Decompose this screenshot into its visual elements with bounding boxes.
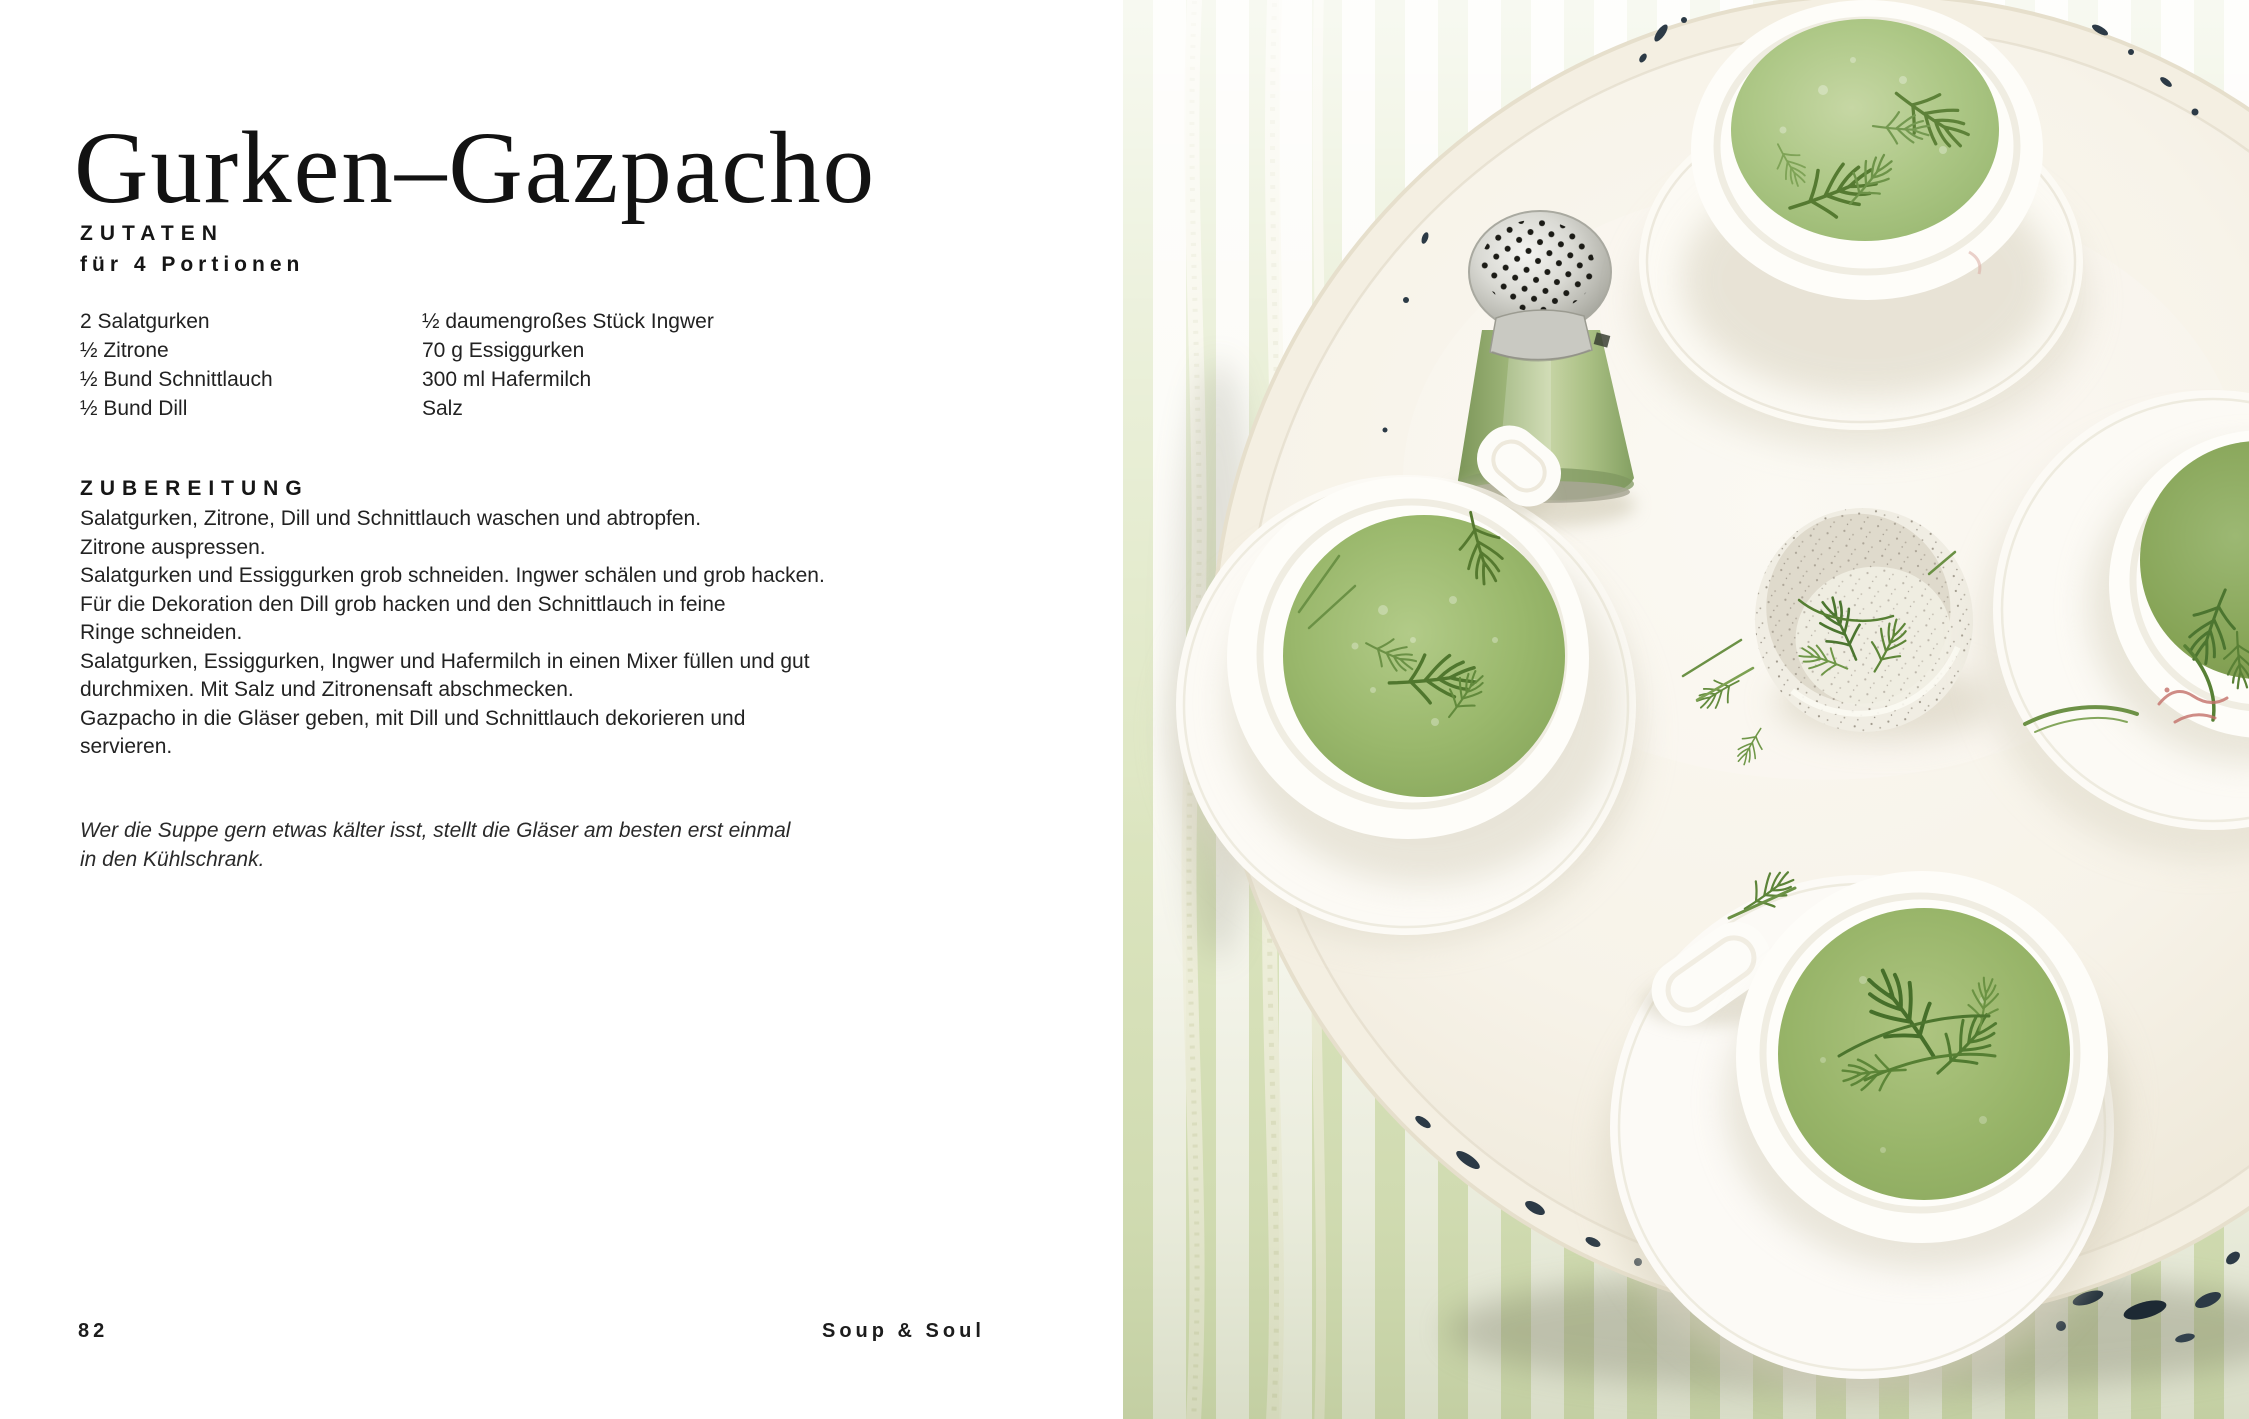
ingredient-item: 2 Salatgurken	[80, 310, 210, 333]
ingredient-item: ½ daumengroßes Stück Ingwer	[422, 310, 714, 333]
preparation-line: Gazpacho in die Gläser geben, mit Dill und Schnittlauch dekorieren und	[80, 706, 746, 730]
preparation-line: Für die Dekoration den Dill grob hacken und den Schnittlauch in feine	[80, 592, 726, 616]
gazpacho-photo-illustration	[1123, 0, 2249, 1419]
preparation-line: Salatgurken, Essiggurken, Ingwer und Hafermilch in einen Mixer füllen und gut	[80, 649, 810, 673]
ingredients-column-2	[422, 307, 714, 423]
soup-surface	[1778, 908, 2070, 1200]
ingredient-item: ½ Zitrone	[80, 339, 169, 362]
ingredients-heading: ZUTATEN	[80, 222, 224, 245]
note-line: in den Kühlschrank.	[80, 848, 265, 871]
ingredient-item: 70 g Essiggurken	[422, 339, 585, 362]
preparation-text	[80, 505, 825, 762]
preparation-line: servieren.	[80, 735, 173, 758]
preparation-line: durchmixen. Mit Salz und Zitronensaft abschmecken.	[80, 678, 574, 701]
preparation-line: Ringe schneiden.	[80, 621, 243, 644]
ingredient-item: Salz	[422, 397, 463, 420]
ingredient-item: ½ Bund Schnittlauch	[80, 368, 273, 391]
preparation-line: Zitrone auspressen.	[80, 535, 266, 559]
serving-tip-note	[80, 816, 790, 874]
recipe-page	[0, 0, 1123, 1419]
page-number: 82	[78, 1320, 109, 1342]
ingredients-column-1	[80, 307, 273, 423]
preparation-line: Salatgurken, Zitrone, Dill und Schnittlauch waschen und abtropfen.	[80, 507, 702, 530]
ingredient-item: ½ Bund Dill	[80, 397, 188, 420]
page-title: Gurken–Gazpacho	[74, 111, 877, 225]
ingredient-item: 300 ml Hafermilch	[422, 368, 592, 391]
preparation-heading: ZUBEREITUNG	[80, 477, 309, 500]
preparation-line: Salatgurken und Essiggurken grob schneiden. Ingwer schälen und grob hacken.	[80, 564, 825, 587]
running-title: Soup & Soul	[822, 1320, 985, 1342]
note-line: Wer die Suppe gern etwas kälter isst, stellt die Gläser am besten erst einmal	[80, 819, 791, 842]
recipe-photo	[1123, 0, 2249, 1419]
ingredients-subheading: für 4 Portionen	[80, 253, 305, 276]
